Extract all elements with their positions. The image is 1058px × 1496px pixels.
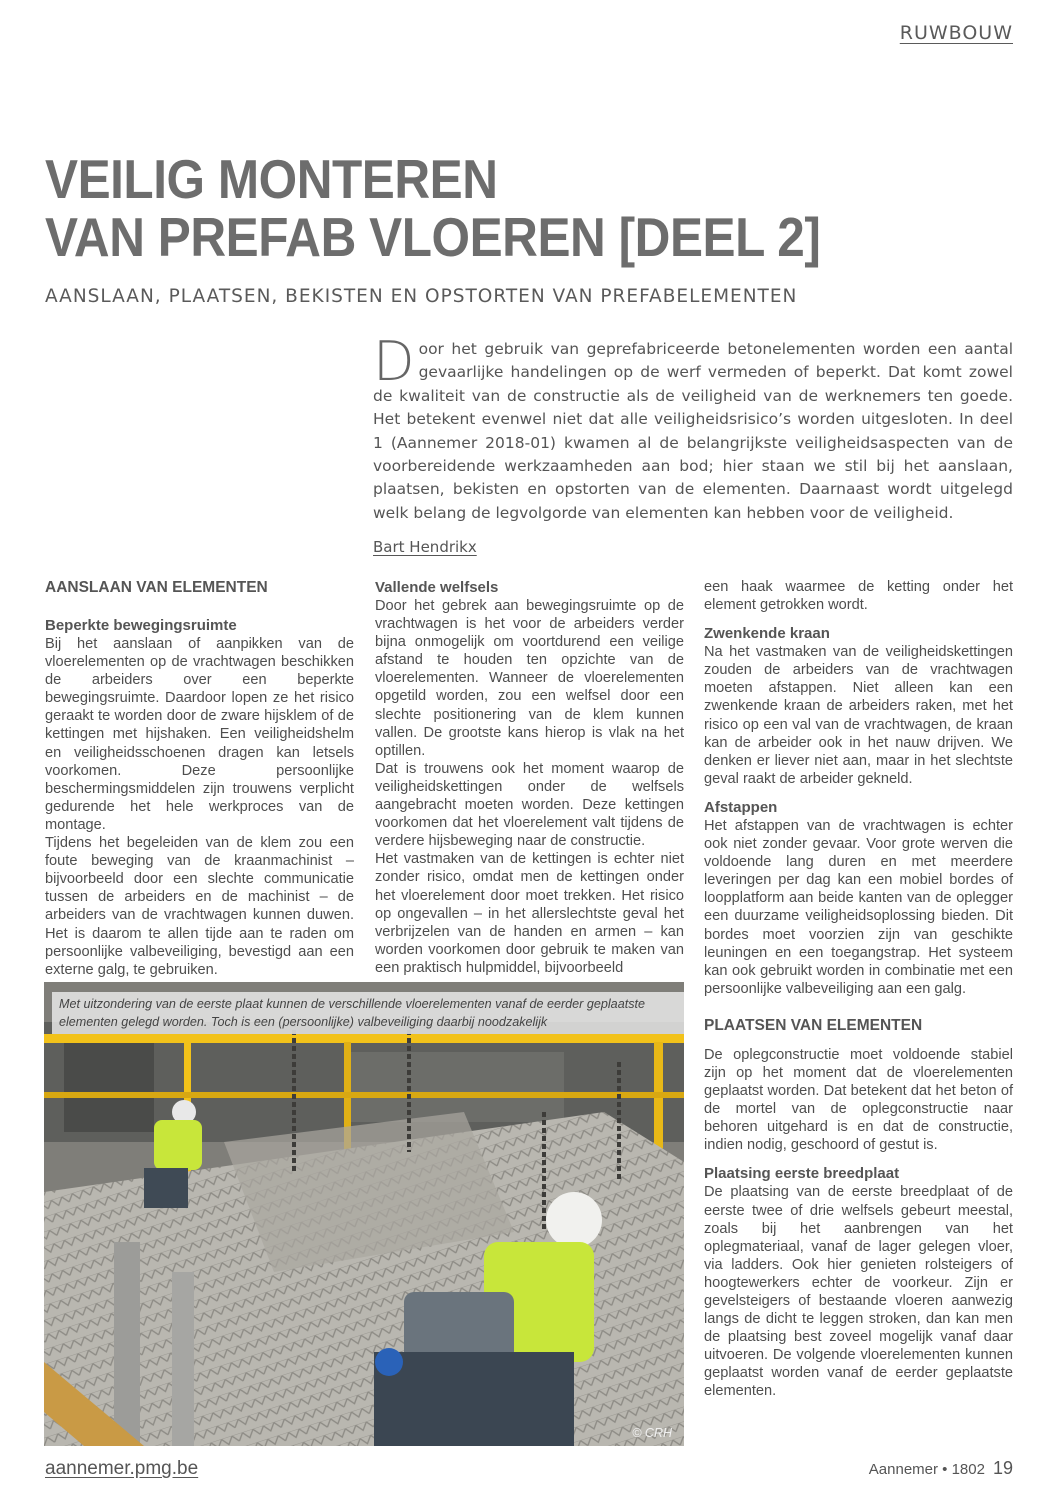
subheading-afstappen: Afstappen: [704, 798, 778, 816]
section-tag: RUWBOUW: [899, 22, 1013, 44]
section-heading-plaatsen: PLAATSEN VAN ELEMENTEN: [704, 1016, 923, 1034]
body-paragraph: De plaatsing van de eerste breedplaat of de eerste twee of drie welfsels gebeurt meestal, zoals bij het aanbrengen van het oplegmateriaal, vanaf de lager gelegen vloer, via ladders. Ook hier genieten rolsteigers of hoogtewerkers echter de voorkeur. Zijn er gevelsteigers of bestaande vloeren aanwezig langs de dicht te leggen stroken, dan kan men de plaatsing best zoveel mogelijk vanaf daar uitvoeren. De volgende vloerelementen kunnen geplaatst worden vanaf de eerder geplaatste elementen.: [704, 1184, 1013, 1400]
drop-cap: D: [373, 330, 415, 393]
subheading-vallende-welfsels: Vallende welfsels: [375, 579, 499, 596]
subheading-zwenkende-kraan: Zwenkende kraan: [704, 625, 830, 643]
footer-website-link[interactable]: aannemer.pmg.be: [45, 1458, 199, 1479]
body-paragraph: De oplegconstructie moet voldoende stabiel zijn op het moment dat de vloerelementen geplaatst worden. Dat betekent dat het beton of de mortel van de oplegconstructie naar behoren uitgehard is en dat de constructie, indien nodig, geschoord of gestut is.: [704, 1046, 1013, 1154]
body-paragraph: Dat is trouwens ook het moment waarop de veiligheidskettingen onder de welfsels aangebracht moeten worden. Deze kettingen voorkomen dat het vloerelement valt tijdens de verdere hijsbeweging naar de constructie.: [375, 760, 684, 850]
article-subtitle: AANSLAAN, PLAATSEN, BEKISTEN EN OPSTORTEN VAN PREFABELEMENTEN: [45, 286, 798, 307]
body-paragraph: Na het vastmaken van de veiligheidskettingen zouden de arbeiders van de vrachtwagen moeten afstappen. Niet alleen kan een zwenkende kraan de arbeiders raken, met het risico op een val van de vrachtwagen, de kraan kan de arbeider ook in het nauw drijven. We denken er liever niet aan, maar in het slechtste geval raakt de arbeider gekneld.: [704, 644, 1013, 787]
magazine-issue: Aannemer • 1802: [868, 1461, 985, 1478]
subheading-beperkte-bewegingsruimte: Beperkte bewegingsruimte: [45, 617, 237, 634]
body-paragraph: een haak waarmee de ketting onder het element getrokken wordt.: [704, 579, 1013, 614]
section-heading-aanslaan: AANSLAAN VAN ELEMENTEN: [45, 579, 268, 596]
construction-photo: [44, 982, 684, 1446]
subheading-plaatsing-eerste-breedplaat: Plaatsing eerste breedplaat: [704, 1165, 900, 1183]
page-number: 19: [992, 1458, 1013, 1478]
column-3: [704, 578, 1013, 1401]
photo-credit: © CRH: [632, 1426, 672, 1440]
body-paragraph: Bij het aanslaan of aanpikken van de vloerelementen op de vrachtwagen beschikken de arbeiders over een beperkte bewegingsruimte. Daardoor lopen ze het risico geraakt te worden door de zware hijsklem of de kettingen met hijshaken. Een veiligheidshelm en veiligheidsschoenen dragen kan letsels voorkomen. Deze persoonlijke beschermingsmiddelen zijn trouwens verplicht gedurende het hele werkproces van de montage.: [45, 636, 354, 833]
intro-text: oor het gebruik van geprefabriceerde betonelementen worden een aantal gevaarlijke handelingen op de werf vermeden of beperkt. Dat komt zowel de kwaliteit van de constructie als de veiligheid van de werknemers ten goede. Het betekent evenwel niet dat alle veiligheidsrisico’s worden uitgesloten. In deel 1 (Aannemer 2018-01) kwamen al de belangrijkste veiligheidsaspecten van de voorbereidende werkzaamheden aan bod; hier staan we stil bij het aanslaan, plaatsen, bekisten en opstorten van de elementen. Daarnaast wordt uitgelegd welk belang de legvolgorde van elementen kan hebben voor de veiligheid.: [373, 340, 1013, 522]
body-paragraph: Het afstappen van de vrachtwagen is echter ook niet zonder gevaar. Voor grote werven die voldoende lang duren en met meerdere leveringen per dag kan een mobiel bordes of loopplatform aan beide kanten van de oplegger een duurzame veiligheidsoplossing bieden. Dit bordes moet voorzien zijn van geschikte leuningen en een toegangstrap. Het systeem kan ook gebruikt worden in combinatie met een persoonlijke valbeveiliging aan een galg.: [704, 817, 1013, 997]
title-line-2: VAN PREFAB VLOEREN [DEEL 2]: [45, 206, 821, 268]
article-title: [45, 150, 909, 266]
author-link[interactable]: Bart Hendrikx: [373, 538, 477, 556]
intro-paragraph: [373, 330, 1013, 525]
title-line-1: VEILIG MONTEREN: [45, 148, 498, 210]
photo-caption: Met uitzondering van de eerste plaat kunnen de verschillende vloerelementen vanaf de eerder geplaatste elementen gelegd worden. Toch is een (persoonlijke) valbeveiliging daarbij noodzakelijk: [52, 992, 684, 1034]
body-paragraph: Door het gebrek aan bewegingsruimte op de vrachtwagen is het voor de arbeiders verder bijna onmogelijk om voortdurend een veilige afstand te houden ten opzichte van de vloerelementen. Wanneer de vloerelementen opgetild worden, zou een welfsel door een slechte positionering van de klem kunnen vallen. De grootste kans hierop is vlak na het optillen.: [375, 598, 684, 759]
body-paragraph: Het vastmaken van de kettingen is echter niet zonder risico, omdat men de kettingen onder het vloerelement door moet trekken. Het risico op ongevallen – in het allerslechtste geval het verbrijzelen van de handen en armen – kan worden voorkomen door gebruik te maken van een praktisch hulpmiddel, bijvoorbeeld: [375, 851, 684, 976]
column-1: [45, 578, 354, 979]
column-2: [375, 578, 684, 977]
footer-issue: [869, 1458, 1013, 1479]
photo-illustration: [44, 982, 684, 1446]
body-paragraph: Tijdens het begeleiden van de klem zou een foute beweging van de kraanmachinist – bijvoorbeeld door een slechte communicatie tussen de arbeiders en de machinist – de arbeiders van de vrachtwagen kunnen duwen. Het is daarom te allen tijde aan te raden om persoonlijke valbeveiliging, bevestigd aan een externe galg, te gebruiken.: [45, 835, 354, 978]
